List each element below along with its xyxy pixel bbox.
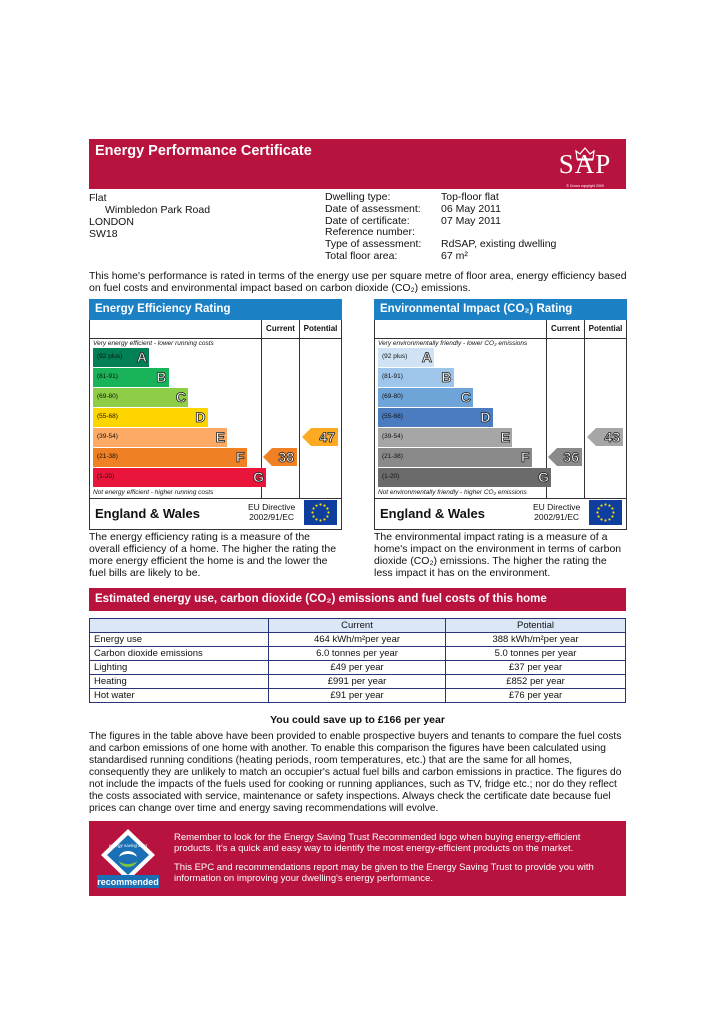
info-label: Reference number:	[325, 226, 415, 239]
bottom-note: Not energy efficient - higher running costs	[93, 489, 214, 496]
rating-band-d	[93, 408, 208, 427]
energy-efficiency-panel	[89, 299, 342, 530]
arrow-head	[263, 448, 272, 466]
table-row	[90, 647, 626, 661]
divider	[584, 320, 585, 498]
rating-band-d	[378, 408, 493, 427]
eu-flag-icon	[589, 500, 622, 525]
table-row	[90, 633, 626, 647]
divider	[90, 498, 341, 499]
arrow-head	[548, 448, 557, 466]
bottom-note: Not environmentally friendly - higher CO₂ emissions	[378, 489, 527, 496]
band-letter: D	[195, 409, 206, 425]
info-row	[325, 204, 556, 216]
column-current: Current	[546, 320, 584, 338]
column-current: Current	[261, 320, 299, 338]
info-label: Date of certificate:	[325, 214, 410, 227]
band-range: (21-38)	[97, 453, 118, 460]
top-note: Very environmentally friendly - lower CO₂ emissions	[378, 340, 528, 347]
info-label: Dwelling type:	[325, 191, 391, 203]
row-label: Carbon dioxide emissions	[90, 647, 269, 661]
estimates-table	[89, 618, 626, 703]
rating-band-a	[93, 348, 149, 367]
table-header-current: Current	[269, 619, 446, 633]
band-letter: G	[538, 469, 549, 485]
eu-star	[312, 515, 314, 517]
band-letter: C	[460, 389, 471, 405]
band-range: (69-80)	[97, 393, 118, 400]
row-label: Energy use	[90, 633, 269, 647]
band-letter: A	[136, 349, 147, 365]
row-current: £49 per year	[269, 661, 446, 675]
row-potential: £852 per year	[446, 675, 626, 689]
arrow-head	[302, 428, 311, 446]
band-letter: F	[235, 449, 245, 465]
eu-star	[315, 518, 317, 520]
current-rating-arrow	[548, 448, 582, 466]
info-value: 67 m²	[441, 249, 468, 262]
eu-directive-line: EU Directive	[533, 502, 581, 512]
eu-directive	[248, 502, 295, 522]
eu-star	[608, 518, 610, 520]
row-current: £991 per year	[269, 675, 446, 689]
rating-band-g	[93, 468, 266, 487]
info-value: Top-floor flat	[441, 191, 499, 203]
rating-band-b	[378, 368, 454, 387]
rating-band-a	[378, 348, 434, 367]
band-letter: B	[441, 369, 452, 385]
band-range: (39-54)	[382, 433, 403, 440]
eu-star	[597, 507, 599, 509]
energy-saving-trust-logo	[97, 827, 159, 893]
band-range: (81-91)	[97, 373, 118, 380]
potential-rating-arrow	[302, 428, 338, 446]
table-header-blank	[90, 619, 269, 633]
address-line: Flat	[89, 192, 107, 204]
row-potential: £76 per year	[446, 689, 626, 703]
eu-star	[319, 503, 321, 505]
region-label: England & Wales	[380, 506, 485, 521]
saving-summary: You could save up to £166 per year	[270, 714, 445, 726]
eu-star	[311, 511, 313, 513]
table-row	[90, 689, 626, 703]
eu-star	[604, 519, 606, 521]
potential-rating-value: 43	[604, 429, 620, 445]
table-row	[90, 661, 626, 675]
band-range: (69-80)	[382, 393, 403, 400]
est-paragraph-2: This EPC and recommendations report may be given to the Energy Saving Trust to provide you with information on improving your dwelling's energy performance.	[174, 862, 594, 884]
row-current: 6.0 tonnes per year	[269, 647, 446, 661]
info-value: 07 May 2011	[441, 214, 501, 227]
row-label: Lighting	[90, 661, 269, 675]
property-address	[89, 192, 210, 240]
info-value: RdSAP, existing dwelling	[441, 238, 557, 251]
band-range: (55-68)	[97, 413, 118, 420]
dwelling-info	[325, 192, 556, 263]
eu-star	[597, 515, 599, 517]
band-range: (81-91)	[382, 373, 403, 380]
rating-band-b	[93, 368, 169, 387]
current-rating-value: 38	[278, 449, 294, 465]
address-line: Wimbledon Park Road	[105, 204, 211, 216]
row-potential: 5.0 tonnes per year	[446, 647, 626, 661]
band-range: (1-20)	[382, 473, 400, 480]
eu-star	[323, 504, 325, 506]
band-letter: D	[480, 409, 491, 425]
estimates-title-bar: Estimated energy use, carbon dioxide (CO₂) emissions and fuel costs of this home	[89, 588, 626, 611]
eu-directive-line: 2002/91/EC	[534, 512, 580, 522]
row-current: £91 per year	[269, 689, 446, 703]
divider	[375, 498, 626, 499]
eu-star	[612, 511, 614, 513]
eu-star	[611, 507, 613, 509]
band-letter: G	[253, 469, 264, 485]
column-potential: Potential	[584, 320, 626, 338]
potential-rating-value: 47	[319, 429, 335, 445]
band-letter: A	[421, 349, 432, 365]
divider	[299, 320, 300, 498]
table-row	[90, 675, 626, 689]
row-label: Heating	[90, 675, 269, 689]
eu-star	[319, 519, 321, 521]
eu-directive-line: 2002/91/EC	[249, 512, 295, 522]
band-range: (55-68)	[382, 413, 403, 420]
divider	[90, 338, 341, 339]
address-line: LONDON	[89, 216, 134, 228]
eu-star	[326, 507, 328, 509]
table-header-potential: Potential	[446, 619, 626, 633]
eu-directive-line: EU Directive	[248, 502, 296, 512]
eu-star	[600, 518, 602, 520]
crown-icon	[575, 147, 595, 161]
region-label: England & Wales	[95, 506, 200, 521]
band-range: (1-20)	[97, 473, 115, 480]
address-line: SW18	[89, 228, 118, 240]
eu-star	[327, 511, 329, 513]
sap-logo	[552, 145, 618, 188]
header-banner	[89, 139, 626, 189]
row-potential: £37 per year	[446, 661, 626, 675]
eu-star	[600, 504, 602, 506]
info-label: Type of assessment:	[325, 238, 422, 251]
certificate-title: Energy Performance Certificate	[95, 143, 312, 159]
current-rating-value: 36	[563, 449, 579, 465]
band-range: (39-54)	[97, 433, 118, 440]
band-range: (92 plus)	[382, 353, 408, 360]
intro-text: This home's performance is rated in terms of the energy use per square metre of floor area, energy efficiency based on fuel costs and environmental impact based on carbon dioxide (CO₂) emissions.	[89, 270, 627, 294]
energy-saving-trust-box	[89, 821, 626, 896]
logo-recommended-text: recommended	[97, 877, 159, 887]
eu-star	[326, 515, 328, 517]
info-label: Date of assessment:	[325, 202, 421, 215]
panel-title: Environmental Impact (CO₂) Rating	[374, 299, 627, 320]
rating-band-c	[93, 388, 188, 407]
top-note: Very energy efficient - lower running costs	[93, 340, 214, 347]
row-current: 464 kWh/m²per year	[269, 633, 446, 647]
rating-band-f	[93, 448, 247, 467]
environmental-description: The environmental impact rating is a measure of a home's impact on the environment in terms of carbon dioxide (CO₂) emissions. The higher the rating the less impact it has on the environment.	[374, 531, 622, 579]
table-header-row	[90, 619, 626, 633]
rating-band-e	[93, 428, 227, 447]
panel-title: Energy Efficiency Rating	[89, 299, 342, 320]
eu-star	[312, 507, 314, 509]
eu-flag-icon	[304, 500, 337, 525]
eu-star	[315, 504, 317, 506]
divider	[375, 338, 626, 339]
row-potential: 388 kWh/m²per year	[446, 633, 626, 647]
band-letter: E	[215, 429, 225, 445]
efficiency-description: The energy efficiency rating is a measure of the overall efficiency of a home. The higher the rating the more energy efficient the home is and the lower the fuel bills are likely to be.	[89, 531, 337, 579]
rating-band-f	[378, 448, 532, 467]
band-letter: B	[156, 369, 167, 385]
rating-band-c	[378, 388, 473, 407]
column-potential: Potential	[299, 320, 341, 338]
band-range: (21-38)	[382, 453, 403, 460]
sap-copyright: © Crown copyright 2009	[566, 184, 604, 188]
current-rating-arrow	[263, 448, 297, 466]
row-label: Hot water	[90, 689, 269, 703]
eu-star	[611, 515, 613, 517]
info-value: 06 May 2011	[441, 202, 501, 215]
environmental-impact-panel	[374, 299, 627, 530]
eu-star	[323, 518, 325, 520]
band-letter: F	[520, 449, 530, 465]
rating-band-e	[378, 428, 512, 447]
eu-star	[608, 504, 610, 506]
arrow-head	[587, 428, 596, 446]
rating-band-g	[378, 468, 551, 487]
figures-explanation: The figures in the table above have been provided to enable prospective buyers and tenants to compare the fuel costs and carbon emissions of one home with another. To enable this comparison the figures have been calculated using standardised running conditions (heating periods, room temperatures, etc.) that are the same for all homes, consequently they are unlikely to match an occupier's actual fuel bills and carbon emissions in practice. The figures do not include the impacts of the fuels used for cooking or running appliances, such as TV, fridge etc.; nor do they reflect the costs associated with service, maintenance or safety inspections. Always check the certificate date because fuel prices can change over time and energy saving recommendations will evolve.	[89, 731, 622, 814]
eu-star	[596, 511, 598, 513]
sap-logo-text: SAP	[558, 149, 612, 179]
eu-directive	[533, 502, 580, 522]
info-label: Total floor area:	[325, 249, 398, 262]
band-letter: C	[175, 389, 186, 405]
eu-star	[604, 503, 606, 505]
info-row	[325, 251, 556, 263]
logo-trust-text: energy saving trust	[108, 843, 148, 848]
est-paragraph-1: Remember to look for the Energy Saving Trust Recommended logo when buying energy-efficient products. It's a quick and easy way to identify the most energy-efficient products on the market.	[174, 832, 581, 854]
band-range: (92 plus)	[97, 353, 123, 360]
potential-rating-arrow	[587, 428, 623, 446]
band-letter: E	[500, 429, 510, 445]
